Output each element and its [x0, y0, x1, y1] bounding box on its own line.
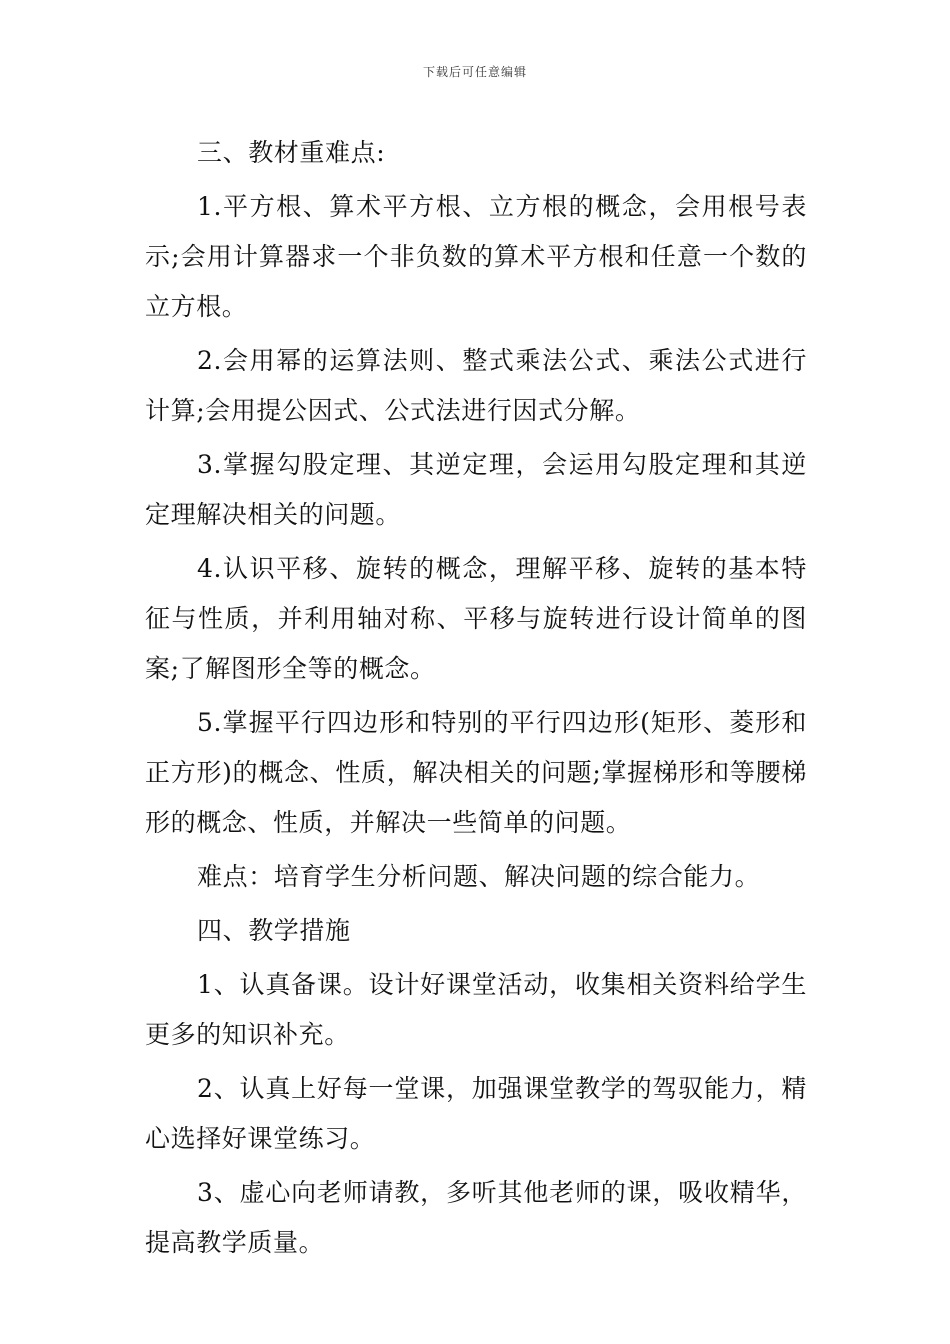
- list-item: 2.会用幂的运算法则、整式乘法公式、乘法公式进行计算;会用提公因式、公式法进行因式分解。: [145, 346, 807, 425]
- list-item: 1.平方根、算术平方根、立方根的概念，会用根号表示;会用计算器求一个非负数的算术平方根和任意一个数的立方根。: [145, 192, 807, 321]
- section-heading-difficulties: 三、教材重难点:: [197, 138, 386, 167]
- list-item: 5.掌握平行四边形和特别的平行四边形(矩形、菱形和正方形)的概念、性质，解决相关的问题;掌握梯形和等腰梯形的概念、性质，并解决一些简单的问题。: [145, 708, 807, 837]
- section-heading-measures: 四、教学措施: [197, 916, 351, 945]
- difficulty-statement: 难点：培育学生分析问题、解决问题的综合能力。: [197, 862, 761, 891]
- list-item: 1、认真备课。设计好课堂活动，收集相关资料给学生更多的知识补充。: [145, 970, 807, 1049]
- list-item: 4.认识平移、旋转的概念，理解平移、旋转的基本特征与性质，并利用轴对称、平移与旋转进行设计简单的图案;了解图形全等的概念。: [145, 554, 807, 683]
- list-item: 3.掌握勾股定理、其逆定理，会运用勾股定理和其逆定理解决相关的问题。: [145, 450, 807, 529]
- page-header: 下载后可任意编辑: [422, 65, 527, 79]
- list-item: 2、认真上好每一堂课，加强课堂教学的驾驭能力，精心选择好课堂练习。: [145, 1074, 807, 1153]
- document-body: [145, 128, 807, 1272]
- list-item: 3、虚心向老师请教，多听其他老师的课，吸收精华，提高教学质量。: [145, 1178, 807, 1257]
